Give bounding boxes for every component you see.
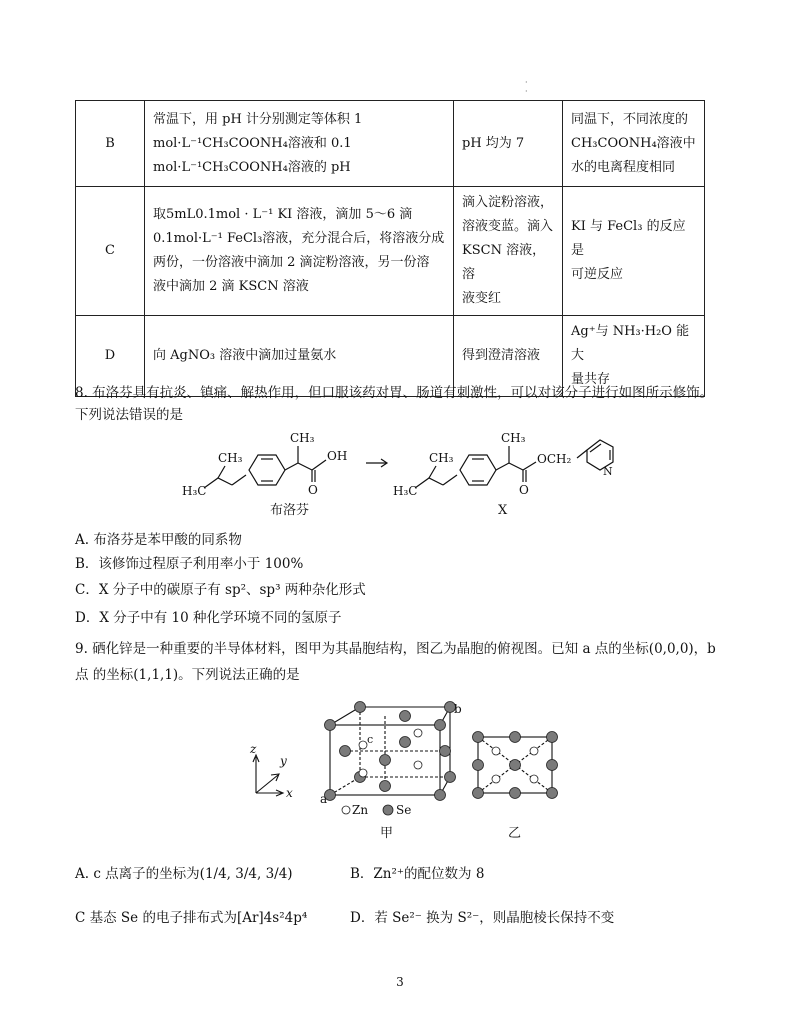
text-line: 得到澄清溶液 [462,348,541,363]
axis-z-label: z [250,742,257,756]
text-line: 向 AgNO₃ 溶液中滴加过量氨水 [153,348,337,363]
oxygen-label: O [308,483,318,497]
text-line: CH₃COONH₄溶液中 [571,135,696,151]
text-line: 水的电离程度相同 [571,159,676,175]
operation-cell [145,187,454,316]
text-line: mol·L⁻¹CH₃COONH₄溶液的 pH [153,159,351,175]
text-line: 取5mL0.1mol · L⁻¹ KI 溶液，滴加 5～6 滴 [153,207,413,222]
text-line: 溶液变蓝。滴入 [462,219,554,234]
axis-x-label: x [286,786,293,800]
ch3-label: CH₃ [501,431,526,445]
conclusion-cell [563,101,705,187]
text-line: 0.1mol·L⁻¹ FeCl₃溶液，充分混合后，将溶液分成 [153,231,445,246]
ibuprofen-name: 布洛芬 [270,503,310,518]
page-number: 3 [396,975,404,989]
text-line: KI 与 FeCl₃ 的反应是 [571,219,686,258]
coordinate-axes [253,755,283,796]
option-c: C 基态 Se 的电子排布式为[Ar]4s²4p⁴ [75,910,308,926]
legend-se-label: Se [396,803,412,817]
point-a-label: a [320,792,328,806]
text-line: 可逆反应 [571,267,624,282]
text-line: 液变红 [462,291,502,306]
option-c: C．X 分子中的碳原子有 sp²、sp³ 两种杂化形式 [75,582,366,598]
top-view-se-atoms [473,732,558,799]
point-b-label: b [454,702,462,716]
row-label: D [76,316,145,397]
table-row [76,187,705,316]
phenomenon-cell [454,187,563,316]
text-line: 8. 布洛芬具有抗炎、镇痛、解热作用，但口服该药对胃、肠道有刺激性，可以对该分子进行如图所示修饰。 [75,385,714,401]
conclusion-cell [563,187,705,316]
oh-label: OH [327,449,348,463]
text-line: Ag⁺与 NH₃·H₂O 能大 [571,324,690,363]
caption-yi: 乙 [508,826,522,841]
text-line: mol·L⁻¹CH₃COONH₄溶液和 0.1 [153,135,352,151]
text-line: 下列说法错误的是 [75,407,183,423]
option-d: D．X 分子中有 10 种化学环境不同的氢原子 [75,610,342,626]
option-a: A. 布洛芬是苯甲酸的同系物 [75,532,242,548]
option-b: B．Zn²⁺的配位数为 8 [350,866,485,882]
text-line: 点 的坐标(1,1,1)。下列说法正确的是 [75,667,300,683]
caption-jia: 甲 [380,826,394,841]
x-name: X [498,503,508,518]
text-line: pH 均为 7 [462,135,525,151]
zinc-selenide-crystal-figure [240,695,580,845]
text-line: 9. 硒化锌是一种重要的半导体材料，图甲为其晶胞结构，图乙为晶胞的俯视图。已知 a 点的坐标(0,0,0)，b [75,641,716,657]
table-row [76,101,705,187]
scan-marks: · · [525,78,528,96]
phenomenon-cell [454,101,563,187]
h3c-label: H₃C [393,484,418,498]
text-line: 同温下，不同浓度的 [571,111,689,127]
experiment-table [75,100,705,397]
ibuprofen-modification-figure [180,420,620,520]
ch3-label: CH₃ [429,451,454,465]
ch3-label: CH₃ [290,431,315,445]
text-line: 两份，一份溶液中滴加 2 滴淀粉溶液，另一份溶 [153,255,430,270]
option-a: A. c 点离子的坐标为(1/4, 3/4, 3/4) [75,866,293,882]
text-line: 液中滴加 2 滴 KSCN 溶液 [153,279,309,294]
point-c-label: c [367,733,374,746]
h3c-label: H₃C [182,484,207,498]
text-line: 量共存 [571,372,611,387]
nitrogen-label: N [603,465,613,478]
text-line: 滴入淀粉溶液， [462,195,554,210]
option-d: D．若 Se²⁻ 换为 S²⁻，则晶胞棱长保持不变 [350,910,615,926]
question-9-stem [75,636,716,688]
axis-y-label: y [280,754,287,768]
text-line: 常温下，用 pH 计分别测定等体积 1 [153,111,363,127]
och2-label: OCH₂ [537,452,572,466]
operation-cell [145,101,454,187]
ch3-label: CH₃ [218,451,243,465]
row-label: C [76,187,145,316]
legend-zn-label: Zn [352,803,369,817]
legend-zn-marker [342,806,350,814]
option-b: B．该修饰过程原子利用率小于 100% [75,556,304,572]
legend-se-marker [383,805,393,815]
oxygen-label: O [519,483,529,497]
text-line: KSCN 溶液，溶 [462,243,546,282]
row-label: B [76,101,145,187]
